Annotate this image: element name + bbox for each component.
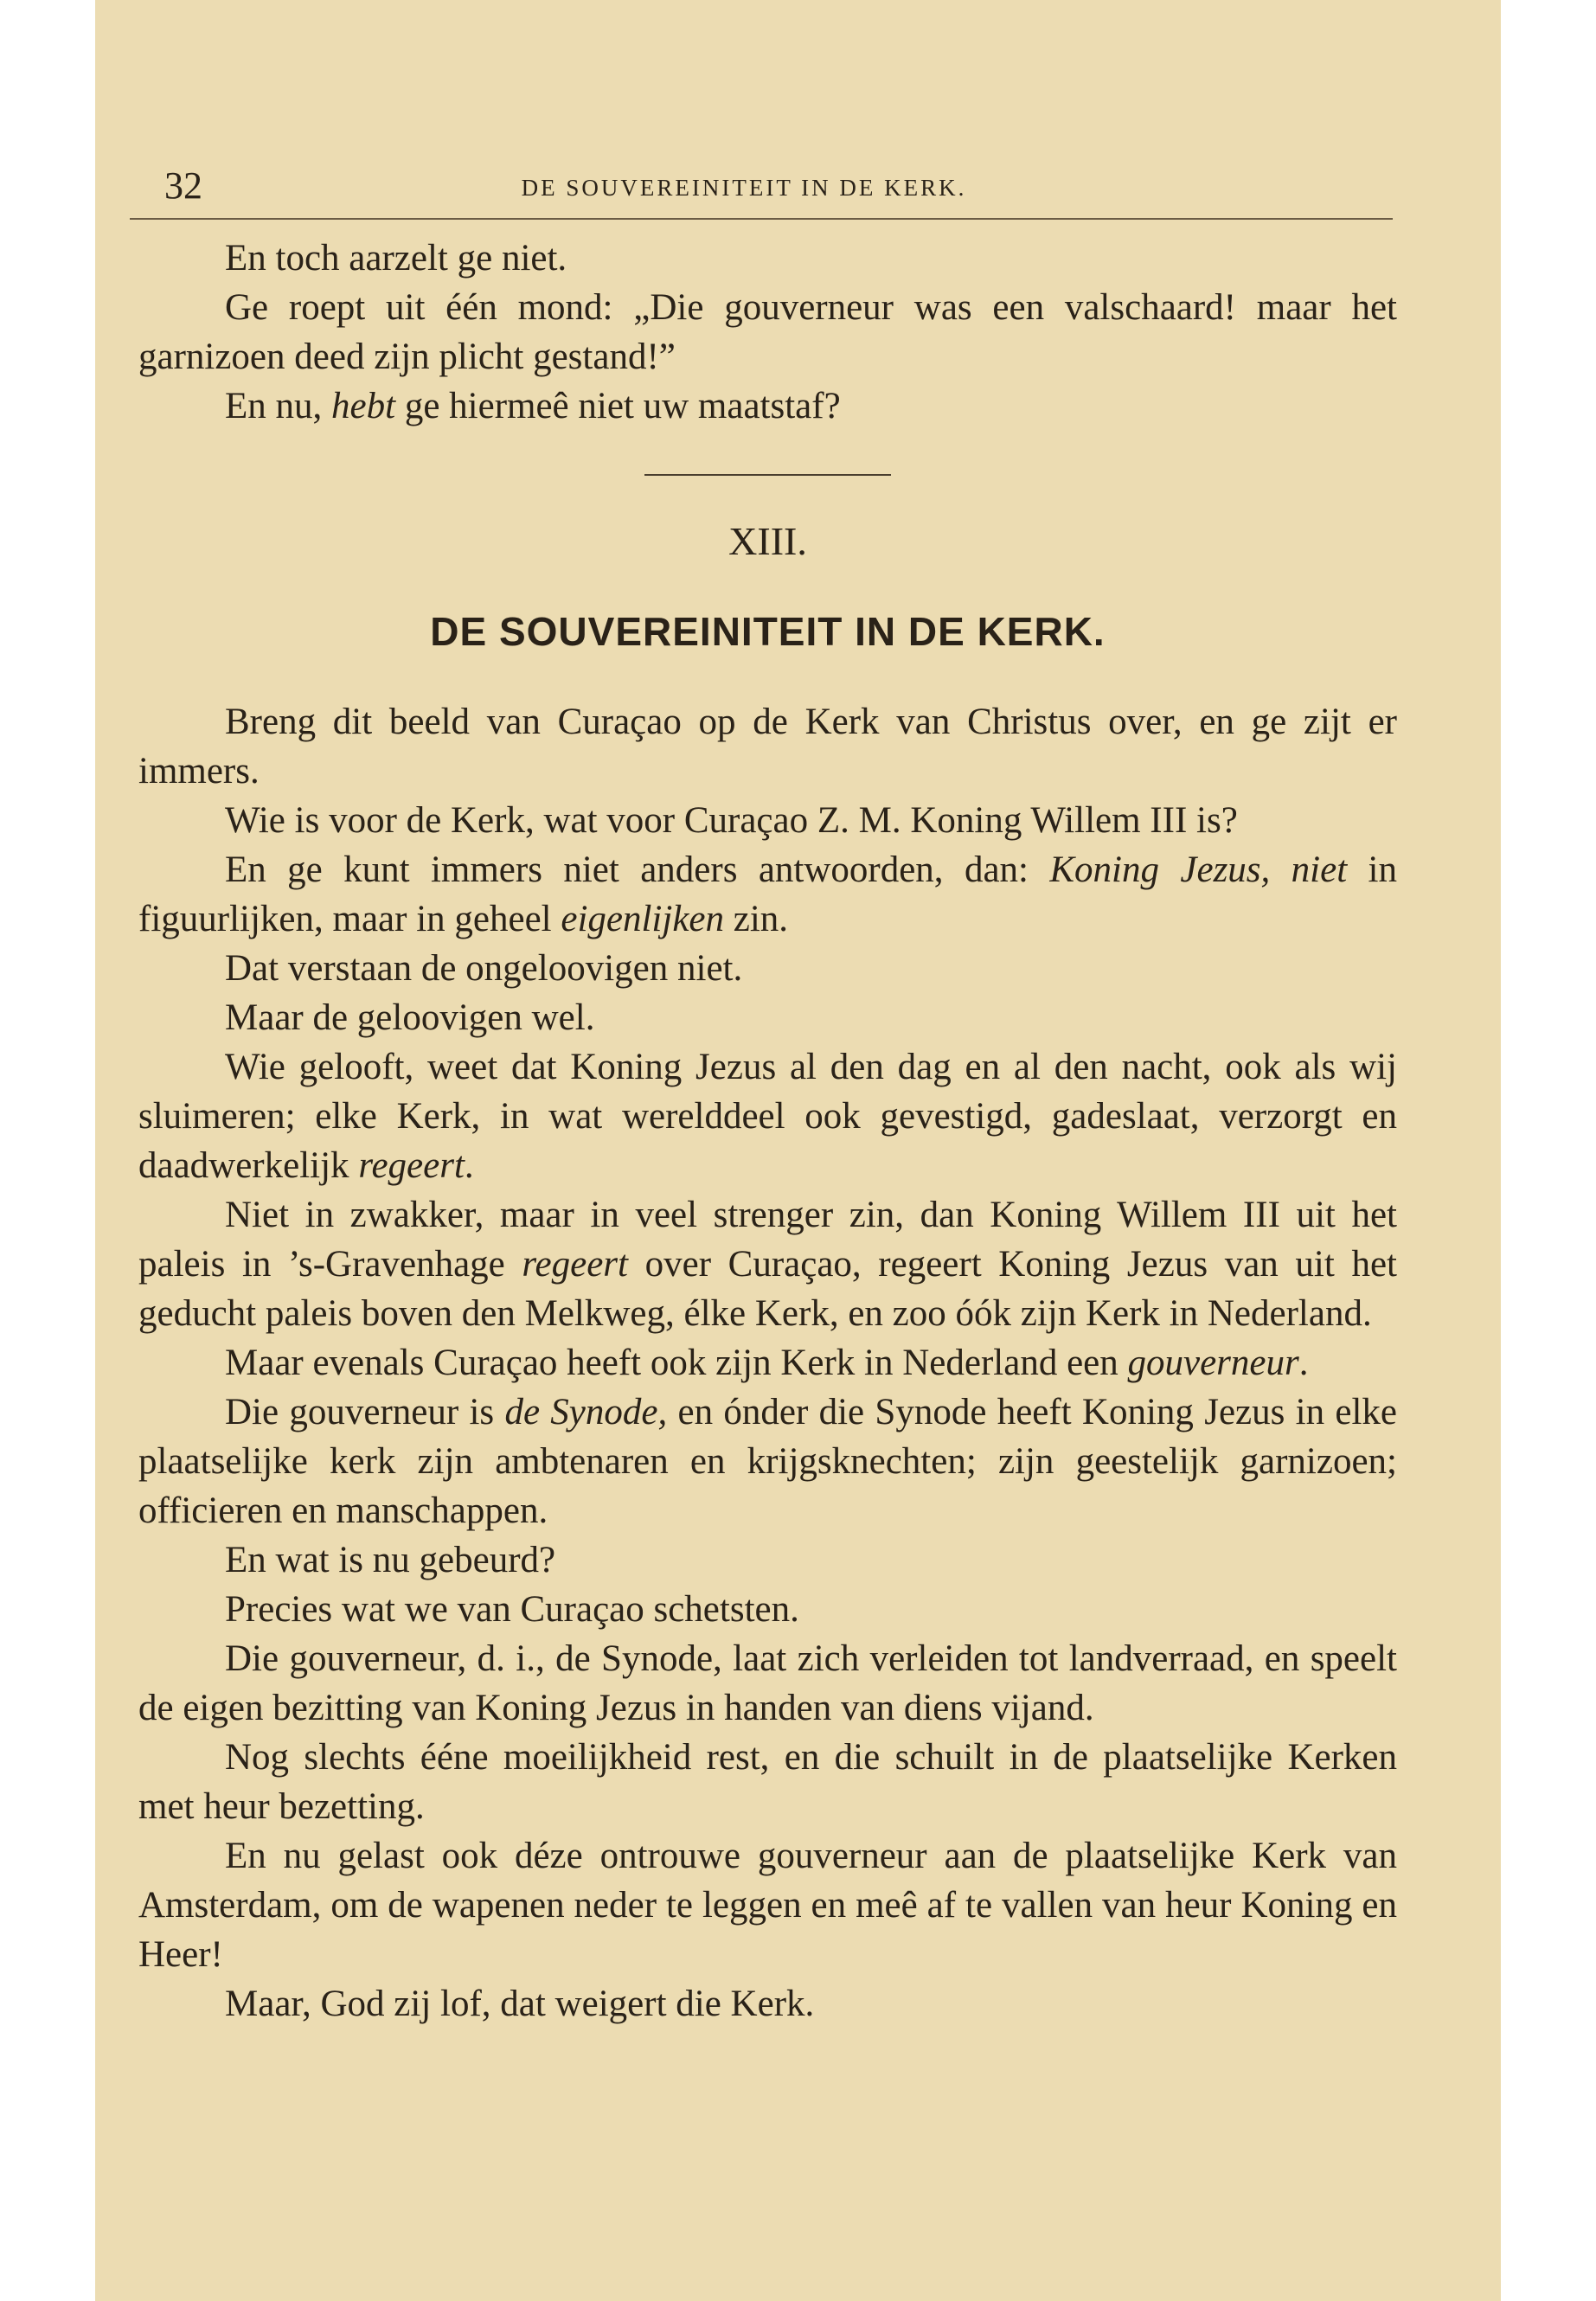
paragraph: Maar de geloovigen wel. [225,997,595,1038]
section-title: DE SOUVEREINITEIT IN DE KERK. [430,609,1106,654]
paragraph: Dat verstaan de ongeloovigen niet. [225,948,743,989]
italic-emphasis: de Synode, [504,1392,668,1433]
page-header [164,160,1419,212]
paragraph: En ge kunt immers niet anders antwoorden, dan: Koning Jezus, niet in figuurlijken, maar in geheel eigenlijken zin. [138,849,1397,939]
paragraph: Maar evenals Curaçao heeft ook zijn Kerk in Nederland een gouverneur. [225,1343,1309,1383]
italic-emphasis: gouverneur [1127,1343,1299,1383]
paragraph: En nu, hebt ge hiermeê niet uw maatstaf? [225,386,841,426]
italic-emphasis: hebt [331,386,396,426]
paragraph: En wat is nu gebeurd? [225,1540,556,1580]
book-page [95,0,1501,2301]
italic-emphasis: regeert [358,1145,465,1186]
running-head: DE SOUVEREINITEIT IN DE KERK. [521,175,967,201]
paragraph: Nog slechts ééne moeilijkheid rest, en die schuilt in de plaatselijke Kerken met heur bezetting. [138,1737,1397,1827]
paragraph: Precies wat we van Curaçao schetsten. [225,1589,799,1630]
paragraph: Maar, God zij lof, dat weigert die Kerk. [225,1984,815,2024]
body-text [138,234,1397,2029]
italic-emphasis: eigenlijken [561,899,724,939]
paragraph: En nu gelast ook déze ontrouwe gouverneur aan de plaatselijke Kerk van Amsterdam, om de wapenen neder te leggen en meê af te vallen van heur Koning en Heer! [138,1836,1397,1975]
paragraph: Die gouverneur, d. i., de Synode, laat zich verleiden tot landverraad, en speelt de eigen bezitting van Koning Jezus in handen van diens vijand. [138,1638,1397,1728]
page-number: 32 [164,164,202,207]
paragraph: Wie gelooft, weet dat Koning Jezus al den dag en al den nacht, ook als wij sluimeren; elke Kerk, in wat werelddeel ook gevestigd, gadeslaat, verzorgt en daadwerkelijk regeert. [138,1047,1397,1186]
italic-emphasis: regeert [522,1244,628,1285]
header-rule [130,218,1393,220]
paragraph: Niet in zwakker, maar in veel strenger zin, dan Koning Willem III uit het paleis in ’s-Gravenhage regeert over Curaçao, regeert Koning Jezus van uit het geducht paleis boven den Melkweg, élke Kerk, en zoo óók zijn Kerk in Nederland. [138,1195,1397,1334]
section-number: XIII. [728,519,807,563]
paragraph: Breng dit beeld van Curaçao op de Kerk van Christus over, en ge zijt er immers. [138,702,1397,792]
paragraph: En toch aarzelt ge niet. [225,238,567,279]
paragraph: Die gouverneur is de Synode, en ónder die Synode heeft Koning Jezus in elke plaatselijke kerk zijn ambtenaren en krijgsknechten; zijn geestelijk garnizoen; officieren en manschappen. [138,1392,1397,1531]
paragraph: Wie is voor de Kerk, wat voor Curaçao Z. M. Koning Willem III is? [225,800,1238,841]
italic-emphasis: Koning Jezus, niet [1049,849,1348,890]
paragraph: Ge roept uit één mond: „Die gouverneur was een valschaard! maar het garnizoen deed zijn plicht gestand!” [138,287,1397,377]
section-divider [644,474,891,476]
